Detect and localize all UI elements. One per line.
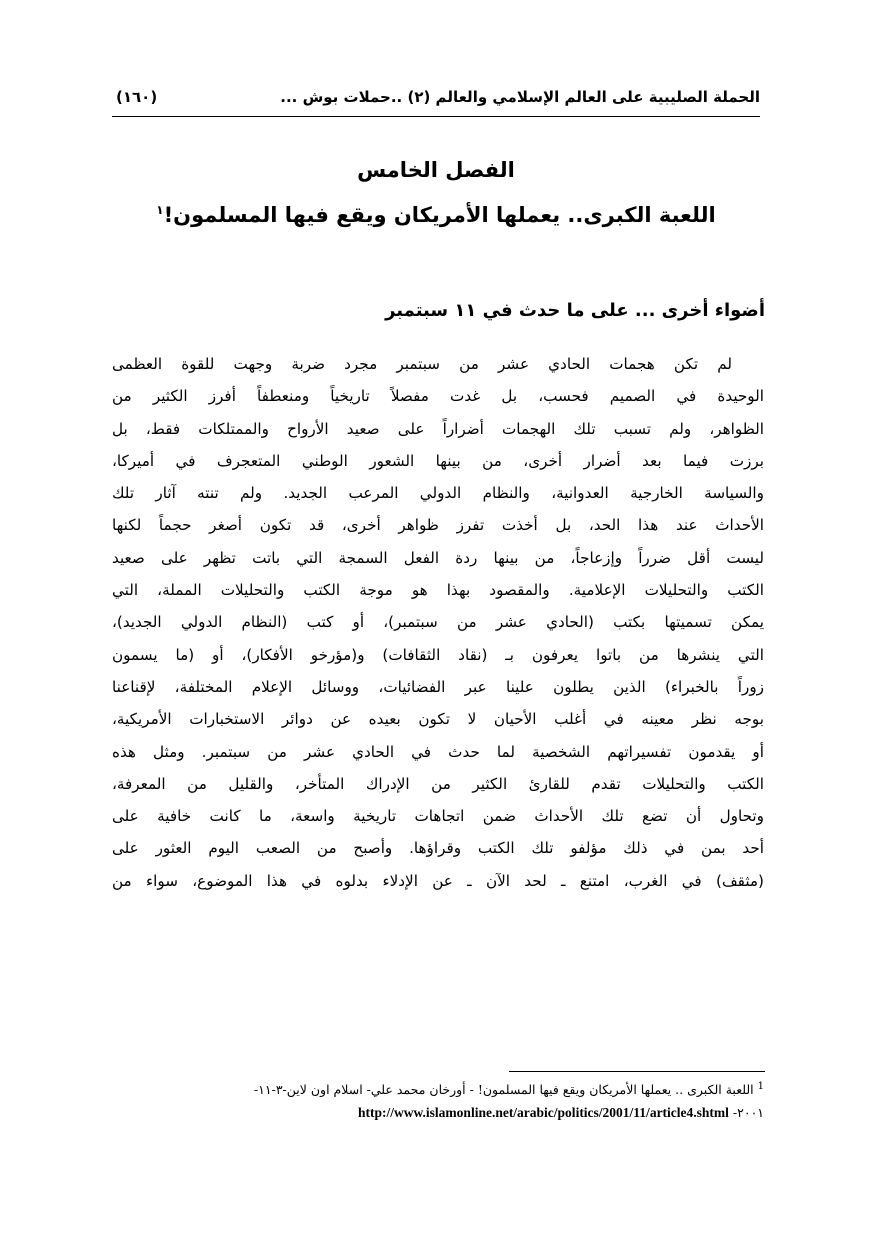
body-line: أو يقدمون تفسيراتهم الشخصية لما حدث في الحادي عشر من سبتمبر. ومثل هذه: [112, 742, 764, 761]
body-paragraph: [112, 348, 764, 897]
header-title: الحملة الصليبية على العالم الإسلامي والعالم (٢) ..حملات بوش ...: [280, 88, 760, 106]
body-line: التي ينشرها من باتوا يعرفون بـ (نقاد الثقافات) و(مؤرخو الأفكار)، أو (ما يسمون: [112, 645, 764, 664]
body-line: الأحداث عند هذا الحد، بل أخذت تفرز ظواهر أخرى، قد تكون أصغر حجماً لكنها: [112, 516, 764, 535]
body-line: أحد بمن في ذلك مؤلفو تلك الكتب وقراؤها. وأصبح من الصعب اليوم العثور على: [112, 839, 764, 858]
footnote-separator: [509, 1071, 765, 1072]
footnote-number: 1: [757, 1081, 764, 1092]
body-line: برزت فيما بعد أضرار أخرى، من بينها الشعور الوطني المتعجرف في أميركا،: [112, 451, 764, 470]
body-line: بوجه نظر معينه في أغلب الأحيان لا تكون بعيده عن دوائر الاستخبارات الأمريكية،: [112, 710, 764, 729]
body-line: ليست أقل ضرراً وإزعاجاً، من بينها ردة الفعل السمجة التي باتت تظهر على صعيد: [112, 548, 764, 567]
chapter-title-text: اللعبة الكبرى.. يعملها الأمريكان ويقع فيها المسلمون!: [163, 203, 716, 227]
footnote-url-link[interactable]: http://www.islamonline.net/arabic/politics/2001/11/article4.shtml: [358, 1105, 729, 1121]
body-line: الظواهر، ولم تسبب تلك الهجمات أضراراً على صعيد الأرواح والممتلكات فقط، بل: [112, 419, 764, 438]
body-line: والسياسة الخارجية العدوانية، والنظام الدولي المرعب الجديد. ولم تنته آثار تلك: [112, 484, 764, 503]
body-line: الكتب والتحليلات تقدم للقارئ الكثير من الإدراك المتأخر، والقليل من المعرفة،: [112, 774, 764, 793]
body-line: يمكن تسميتها بكتب (الحادي عشر من سبتمبر)، أو كتب (النظام الدولي الجديد)،: [112, 613, 764, 632]
footnote-line-2: [112, 1101, 764, 1124]
body-line: لم تكن هجمات الحادي عشر من سبتمبر مجرد ضربة وجهت للقوة العظمى: [112, 355, 732, 373]
footnote: [112, 1075, 764, 1124]
chapter-label: الفصل الخامس: [357, 158, 515, 182]
footnote-text: اللعبة الكبرى .. يعملها الأمريكان ويقع فيها المسلمون! - أورخان محمد علي- اسلام اون لاين-٣-١١-: [253, 1082, 754, 1098]
body-line: الوحيدة في الصميم فحسب، بل غدت مفصلاً تاريخياً ومنعطفاً أفرز الكثير من: [112, 387, 764, 406]
footnote-date: ٢٠٠١-: [732, 1105, 764, 1121]
section-title: أضواء أخرى ... على ما حدث في ١١ سبتمبر: [385, 300, 765, 321]
body-line: زوراً بالخبراء) الذين يطلون علينا عبر الفضائيات، ووسائل الإعلام المختلفة، لإقناعنا: [112, 677, 764, 696]
chapter-title: [112, 203, 760, 227]
page-number: (١٦٠): [116, 88, 158, 106]
footnote-reference: ١: [156, 203, 164, 217]
body-line: (مثقف) في الغرب، امتنع ـ لحد الآن ـ عن الإدلاء بدلوه في هذا الموضوع، سواء من: [112, 871, 764, 890]
footnote-line-1: [112, 1075, 764, 1101]
body-line: وتحاول أن تضع تلك الأحداث ضمن اتجاهات تاريخية واسعة، ما كانت خافية على: [112, 807, 764, 826]
body-line: الكتب والتحليلات الإعلامية. والمقصود بهذا هو موجة الكتب والتحليلات المملة، التي: [112, 581, 764, 600]
running-header: [112, 88, 760, 117]
